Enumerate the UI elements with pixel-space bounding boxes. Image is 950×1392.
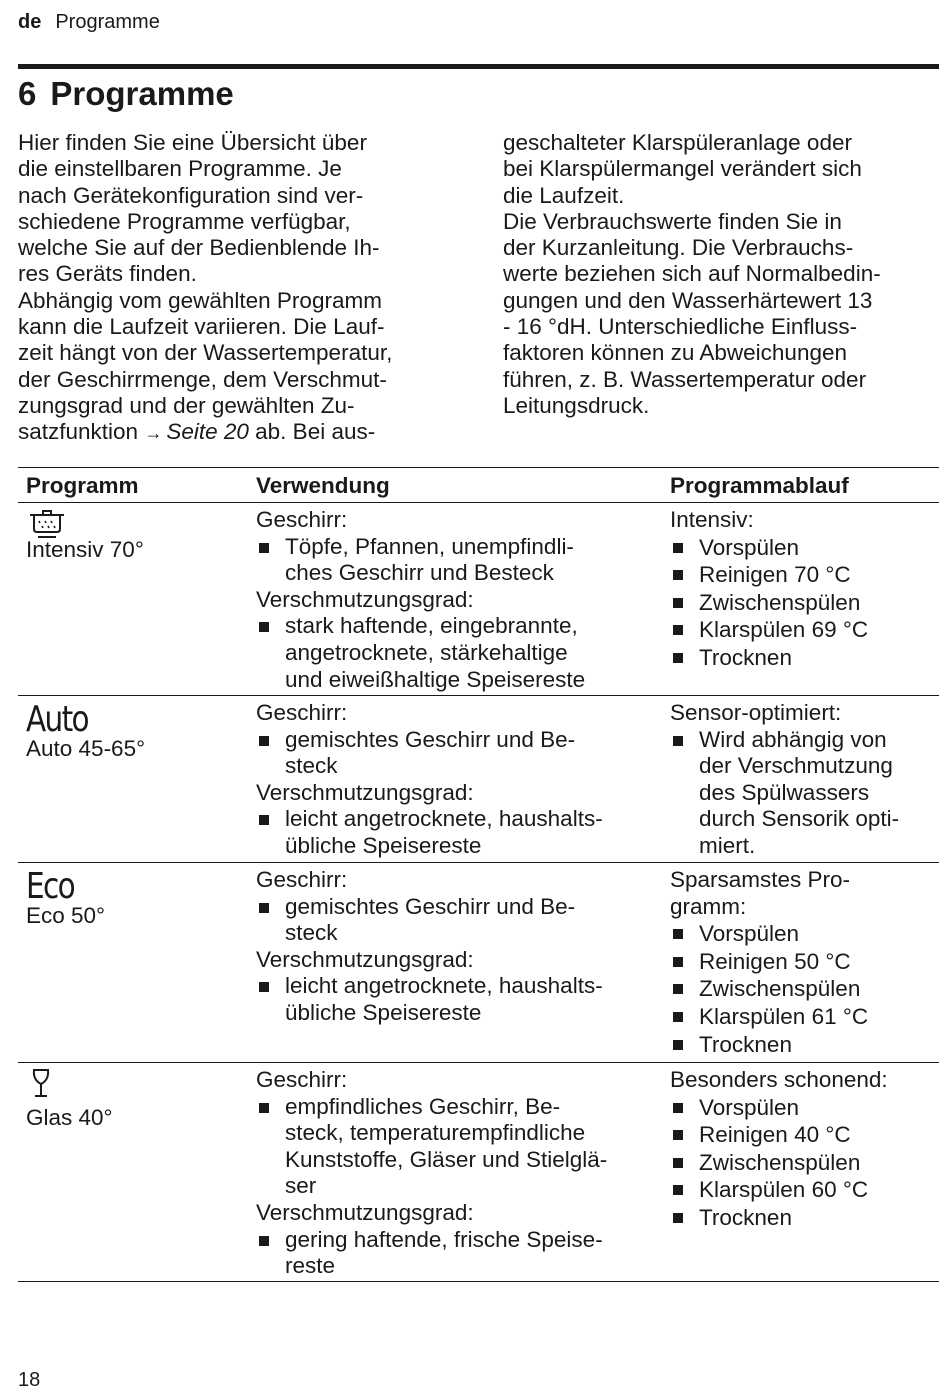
list-item-text: gering haftende, frische Speise- reste xyxy=(285,1226,603,1279)
list-item-text: gemischtes Geschirr und Be- steck xyxy=(285,726,576,779)
intro-left-column xyxy=(18,130,478,447)
soil-label: Verschmutzungsgrad: xyxy=(256,1199,474,1225)
list-item xyxy=(256,534,656,587)
program-cell xyxy=(26,700,246,763)
sequence-cell xyxy=(670,1067,940,1232)
list-item xyxy=(256,1227,656,1280)
dishes-label: Geschirr: xyxy=(256,1067,348,1092)
text-line: werte beziehen sich auf Normalbedin- xyxy=(503,261,881,287)
text-fragment: ab. Bei aus- xyxy=(248,419,376,445)
list-item: Reinigen 70 °C xyxy=(670,561,940,589)
sequence-label: Besonders schonend: xyxy=(670,1067,888,1092)
text-line: welche Sie auf der Bedienblende Ih- xyxy=(18,235,380,261)
eco-symbol-text: Eco xyxy=(26,866,75,907)
soil-list xyxy=(256,613,656,693)
text-line: zungsgrad und der gewählten Zu- xyxy=(18,392,355,418)
page-reference-link[interactable]: Seite 20 xyxy=(166,419,249,445)
dishes-label: Geschirr: xyxy=(256,507,348,532)
intro-paragraph-3 xyxy=(503,130,943,209)
list-item xyxy=(256,727,656,780)
chapter-title xyxy=(18,73,234,115)
chapter-number: 6 xyxy=(18,75,37,112)
table-row xyxy=(18,696,939,863)
list-item-text: empfindliches Geschirr, Be- steck, temperaturempfindliche Kunststoffe, Gläser und Stielglä- ser xyxy=(285,1093,608,1199)
usage-cell xyxy=(256,700,656,860)
program-cell xyxy=(26,1067,246,1132)
sequence-cell xyxy=(670,867,940,1058)
list-item: Klarspülen 60 °C xyxy=(670,1176,940,1204)
text-line xyxy=(18,419,478,446)
soil-label: Verschmutzungsgrad: xyxy=(256,946,474,972)
text-line: schiedene Programme verfügbar, xyxy=(18,208,351,234)
language-code: de xyxy=(18,11,42,33)
soil-label: Verschmutzungsgrad: xyxy=(256,779,474,805)
list-item: Vorspülen xyxy=(670,1094,940,1122)
text-line: der Kurzanleitung. Die Verbrauchs- xyxy=(503,235,854,261)
section-name: Programme xyxy=(55,11,160,33)
table-row xyxy=(18,503,939,696)
intro-paragraph-1 xyxy=(18,130,478,288)
page-header xyxy=(18,9,160,35)
text-line: die Laufzeit. xyxy=(503,182,625,208)
dishes-list xyxy=(256,894,656,947)
text-line: die einstellbaren Programme. Je xyxy=(18,156,342,182)
program-table xyxy=(18,467,939,1282)
program-name: Glas 40° xyxy=(26,1105,113,1130)
column-header-usage: Verwendung xyxy=(256,473,390,498)
list-item-text: gemischtes Geschirr und Be- steck xyxy=(285,893,576,946)
text-line: res Geräts finden. xyxy=(18,261,197,287)
text-line: Abhängig vom gewählten Programm xyxy=(18,287,382,313)
sequence-list xyxy=(670,534,940,672)
text-line: gungen und den Wasserhärtewert 13 xyxy=(503,287,873,313)
list-item xyxy=(256,613,656,693)
sequence-label: Sensor-optimiert: xyxy=(670,700,842,725)
program-cell xyxy=(26,867,246,930)
dishes-list xyxy=(256,1094,656,1200)
text-line: faktoren können zu Abweichungen xyxy=(503,340,848,366)
sequence-label: Sparsamstes Pro- gramm: xyxy=(670,867,851,919)
text-line: führen, z. B. Wassertemperatur oder xyxy=(503,366,867,392)
list-item: Trocknen xyxy=(670,644,940,672)
list-item: Trocknen xyxy=(670,1204,940,1232)
text-fragment: satzfunktion xyxy=(18,419,139,445)
list-item xyxy=(256,973,656,1026)
intro-right-column xyxy=(503,130,943,419)
intro-paragraph-4 xyxy=(503,209,943,419)
usage-cell xyxy=(256,867,656,1027)
program-name: Auto 45-65° xyxy=(26,736,146,761)
text-line: Die Verbrauchswerte finden Sie in xyxy=(503,208,842,234)
text-line: der Geschirrmenge, dem Verschmut- xyxy=(18,366,387,392)
list-item: Vorspülen xyxy=(670,920,940,948)
program-cell xyxy=(26,507,246,564)
sequence-list xyxy=(670,920,940,1058)
text-line: geschalteter Klarspüleranlage oder xyxy=(503,130,852,155)
intro-paragraph-2 xyxy=(18,288,478,447)
list-item: Zwischenspülen xyxy=(670,589,940,617)
usage-cell xyxy=(256,507,656,693)
soil-list xyxy=(256,973,656,1026)
text-line: nach Gerätekonfiguration sind ver- xyxy=(18,182,364,208)
list-item: Reinigen 40 °C xyxy=(670,1121,940,1149)
list-item: Zwischenspülen xyxy=(670,1149,940,1177)
list-item xyxy=(256,1094,656,1200)
list-item xyxy=(670,727,940,860)
dishes-label: Geschirr: xyxy=(256,867,348,892)
list-item: Reinigen 50 °C xyxy=(670,948,940,976)
list-item xyxy=(256,806,656,859)
arrow-right-icon: → xyxy=(144,423,163,444)
list-item-text: Töpfe, Pfannen, unempfindli- ches Geschirr und Besteck xyxy=(285,533,574,586)
sequence-list xyxy=(670,1094,940,1232)
table-row xyxy=(18,1063,939,1282)
column-header-program: Programm xyxy=(26,473,139,498)
table-row xyxy=(18,863,939,1063)
sequence-cell xyxy=(670,507,940,672)
text-line: zeit hängt von der Wassertemperatur, xyxy=(18,340,393,366)
dishes-list xyxy=(256,727,656,780)
chapter-title-text: Programme xyxy=(50,75,234,112)
auto-symbol-text: Auto xyxy=(26,699,88,740)
dishes-list xyxy=(256,534,656,587)
header-rule xyxy=(18,64,939,69)
dishes-label: Geschirr: xyxy=(256,700,348,725)
list-item: Klarspülen 69 °C xyxy=(670,616,940,644)
page-number: 18 xyxy=(18,1369,41,1391)
sequence-cell xyxy=(670,700,940,860)
list-item-text: Wird abhängig von der Verschmutzung des Spülwassers durch Sensorik opti- miert. xyxy=(699,726,900,858)
soil-list xyxy=(256,1227,656,1280)
list-item-text: leicht angetrocknete, haushalts- übliche Speisereste xyxy=(285,806,603,858)
sequence-list xyxy=(670,727,940,860)
text-line: Hier finden Sie eine Übersicht über xyxy=(18,130,367,155)
column-header-sequence: Programmablauf xyxy=(670,473,849,498)
list-item: Trocknen xyxy=(670,1031,940,1059)
soil-label: Verschmutzungsgrad: xyxy=(256,586,474,612)
list-item: Klarspülen 61 °C xyxy=(670,1003,940,1031)
soil-list xyxy=(256,806,656,859)
text-line: kann die Laufzeit variieren. Die Lauf- xyxy=(18,314,385,340)
program-name: Intensiv 70° xyxy=(26,537,144,562)
usage-cell xyxy=(256,1067,656,1280)
text-line: bei Klarspülermangel verändert sich xyxy=(503,156,862,182)
program-name: Eco 50° xyxy=(26,903,106,928)
table-header-row xyxy=(18,467,939,503)
text-line: Leitungsdruck. xyxy=(503,392,650,418)
list-item: Vorspülen xyxy=(670,534,940,562)
list-item: Zwischenspülen xyxy=(670,975,940,1003)
sequence-label: Intensiv: xyxy=(670,507,754,532)
list-item xyxy=(256,894,656,947)
text-line: - 16 °dH. Unterschiedliche Einfluss- xyxy=(503,314,858,340)
list-item-text: leicht angetrocknete, haushalts- übliche Speisereste xyxy=(285,973,603,1025)
list-item-text: stark haftende, eingebrannte, angetrocknete, stärkehaltige und eiweißhaltige Speisereste xyxy=(285,613,586,692)
